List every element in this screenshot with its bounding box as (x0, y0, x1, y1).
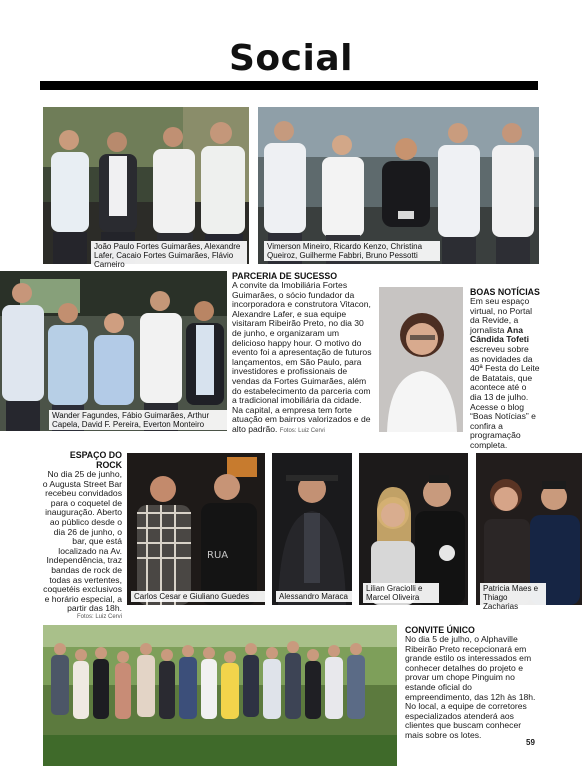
section-title: Social (229, 38, 353, 79)
title-rule (40, 81, 538, 90)
photo-caption: João Paulo Fortes Guimarães, Alexandre Lafer, Cacaio Fortes Guimarães, Flávio Carneiro (91, 241, 247, 270)
photo-caption: Vimerson Mineiro, Ricardo Kenzo, Christina Queiroz, Guilherme Fabbri, Bruno Pessotti (264, 241, 440, 261)
photo-credit: Fotos: Luiz Cervi (76, 613, 122, 620)
photo-group (43, 625, 397, 766)
article-boas-noticias (470, 287, 540, 451)
photo-portrait (379, 287, 463, 432)
page-number: 59 (526, 738, 535, 747)
journalist-name: Ana Cândida Tofeti (470, 324, 530, 345)
article-heading: ESPAÇO DO ROCK (69, 450, 122, 470)
article-body-text: No dia 25 de junho, o Augusta Street Bar recebeu convidados para o coquetel de inauguração. Aberto ao público desde o dia 26 de junho, o bar, que está localizado na Av. Independência, traz bandas de rock de todas as vertentes, coquetéis exclusivos e horário especial, a partir das 18h. (42, 469, 122, 614)
article-espaco-rock (42, 450, 122, 620)
photo-caption: Lilian Graciolli e Marcel Oliveira (363, 583, 439, 603)
photo-caption: Wander Fagundes, Fábio Guimarães, Arthur Capela, David F. Pereira, Everton Monteiro (49, 410, 229, 430)
photo-top-right (258, 107, 539, 264)
article-body-text: escreveu sobre as novidades da 40ª Festa do Leite de Batatais, que acontece até o dia 13 de julho. Acesse o blog “Boas Notícias” e confira a programação completa. (470, 343, 540, 450)
article-body-text: No dia 5 de julho, o Alphaville Ribeirão Preto recepcionará em grande estilo os interessados em conhecer detalhes do projeto e provar um chope Pinguim no estande oficial do empreendimento, das 12h às 18h. No local, a equipe de corretores especializados atenderá aos clientes que buscam conhecer mais sobre os lotes. (405, 634, 536, 740)
svg-text:RUA: RUA (207, 550, 229, 561)
article-body-text: A convite da Imobiliária Fortes Guimarães, o sócio fundador da incorporadora e construtora Vitacon, Alexandre Lafer, e sua equipe visitaram Ribeirão Preto, no dia 30 de junho, e organizaram um delicioso happy hour. O motivo do evento foi a apresentação de futuros lançamentos, em São Paulo, para investidores e profissionais de vendas da Fortes Guimarães, além do estabelecimento da parceria com a tradicional imobiliária da cidade. Na capital, a empresa tem forte atuação em bairros valorizados e de alto padrão. (232, 280, 372, 434)
photo-top-left (43, 107, 249, 269)
photo-rock-4 (476, 453, 582, 611)
article-body-text: Em seu espaço virtual, no Portal da Revide, a jornalista (470, 296, 533, 335)
photo-caption: Patricia Maes e Thiago Zacharias (480, 583, 546, 612)
article-parceria (232, 271, 372, 437)
photo-caption: Alessandro Maraca (276, 591, 352, 602)
article-heading: BOAS NOTÍCIAS (470, 287, 540, 297)
photo-rock-3 (359, 453, 468, 605)
photo-caption: Carlos Cesar e Giuliano Guedes (131, 591, 265, 602)
article-heading: PARCERIA DE SUCESSO (232, 271, 338, 281)
photo-rock-2 (272, 453, 352, 605)
photo-rock-1 (127, 453, 265, 605)
photo-credit: Fotos: Luiz Cervi (279, 427, 325, 434)
article-heading: CONVITE ÚNICO (405, 625, 475, 635)
article-convite-unico (405, 625, 538, 741)
article-body (232, 281, 372, 437)
photo-middle-left (0, 271, 227, 431)
article-body (470, 297, 540, 451)
